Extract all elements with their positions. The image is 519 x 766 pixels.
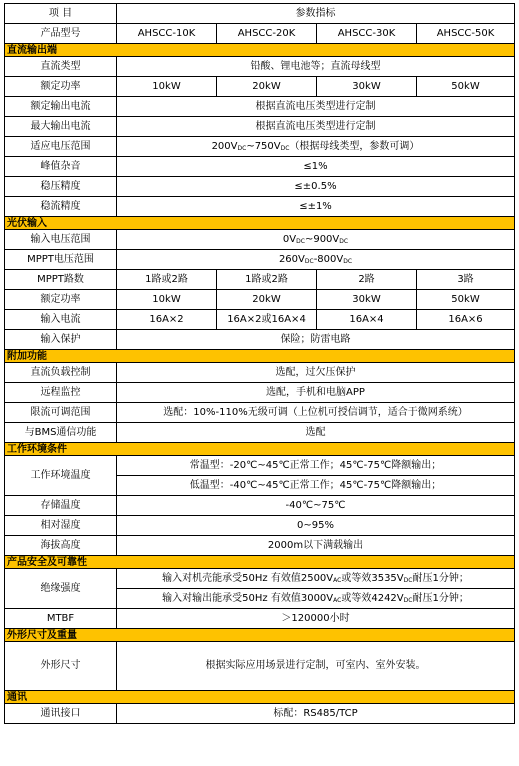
row-value: $0V_{DC}\sim 900V_{DC}$	[117, 230, 515, 250]
row-label: 输入电压范围	[5, 230, 117, 250]
model-cell: AHSCC-20K	[217, 24, 317, 44]
table-row	[5, 310, 515, 330]
table-row	[5, 230, 515, 250]
row-value: ≤±1%	[117, 197, 515, 217]
row-value: 输入对输出能承受50Hz 有效值$3000V_{AC}$或等效$4242V_{DC}$耐压1分钟；	[117, 589, 515, 609]
row-value: 50kW	[417, 290, 515, 310]
row-value: 10kW	[117, 77, 217, 97]
table-row	[5, 57, 515, 77]
row-value: 铅酸、锂电池等；直流母线型	[117, 57, 515, 77]
row-value: 标配：RS485/TCP	[117, 704, 515, 724]
row-value: 16A×2	[117, 310, 217, 330]
section-title: 光伏输入	[5, 217, 515, 230]
row-label: MPPT路数	[5, 270, 117, 290]
row-value: 根据实际应用场景进行定制，可室内、室外安装。	[117, 642, 515, 691]
row-value: 1路或2路	[217, 270, 317, 290]
row-label: 相对湿度	[5, 516, 117, 536]
table-row	[5, 270, 515, 290]
model-cell: AHSCC-50K	[417, 24, 515, 44]
row-value: 1路或2路	[117, 270, 217, 290]
table-row	[5, 197, 515, 217]
row-label: 通讯接口	[5, 704, 117, 724]
row-label: MPPT电压范围	[5, 250, 117, 270]
row-label: 输入电流	[5, 310, 117, 330]
table-row	[5, 250, 515, 270]
row-label: 最大输出电流	[5, 117, 117, 137]
row-label: 存储温度	[5, 496, 117, 516]
row-value: 50kW	[417, 77, 515, 97]
table-row	[5, 177, 515, 197]
row-label: 额定输出电流	[5, 97, 117, 117]
row-value: 2000m以下满载输出	[117, 536, 515, 556]
table-row	[5, 569, 515, 589]
section-header	[5, 44, 515, 57]
row-value: $200V_{DC}\sim 750V_{DC}$（根据母线类型，参数可调）	[117, 137, 515, 157]
section-header	[5, 556, 515, 569]
row-label: 额定功率	[5, 290, 117, 310]
section-header	[5, 217, 515, 230]
table-row	[5, 496, 515, 516]
header-item-cell: 项 目	[5, 4, 117, 24]
row-label: 绝缘强度	[5, 569, 117, 609]
row-value: 30kW	[317, 77, 417, 97]
row-value: ＞120000小时	[117, 609, 515, 629]
header-row	[5, 4, 515, 24]
table-row	[5, 609, 515, 629]
model-row	[5, 24, 515, 44]
table-row	[5, 456, 515, 476]
table-row	[5, 403, 515, 423]
table-row	[5, 117, 515, 137]
section-title: 外形尺寸及重量	[5, 629, 515, 642]
row-value: 30kW	[317, 290, 417, 310]
row-label: 稳压精度	[5, 177, 117, 197]
row-value: 选配，过欠压保护	[117, 363, 515, 383]
row-value: -40℃~75℃	[117, 496, 515, 516]
row-label: 海拔高度	[5, 536, 117, 556]
row-value: ≤±0.5%	[117, 177, 515, 197]
section-header	[5, 443, 515, 456]
row-value: 16A×2或16A×4	[217, 310, 317, 330]
row-label: 直流负载控制	[5, 363, 117, 383]
row-label: 适应电压范围	[5, 137, 117, 157]
row-value: 3路	[417, 270, 515, 290]
row-value: 常温型：-20℃~45℃正常工作；45℃-75℃降额输出；	[117, 456, 515, 476]
row-value: 10kW	[117, 290, 217, 310]
row-label: 远程监控	[5, 383, 117, 403]
header-params-cell: 参数指标	[117, 4, 515, 24]
table-row	[5, 330, 515, 350]
row-value: 20kW	[217, 290, 317, 310]
table-row	[5, 383, 515, 403]
row-value: $260V_{DC}-800V_{DC}$	[117, 250, 515, 270]
section-header	[5, 629, 515, 642]
row-label: 直流类型	[5, 57, 117, 77]
section-title: 附加功能	[5, 350, 515, 363]
section-title: 通讯	[5, 691, 515, 704]
row-value: 选配	[117, 423, 515, 443]
spec-table	[4, 3, 515, 724]
table-row	[5, 642, 515, 691]
row-value: 16A×4	[317, 310, 417, 330]
section-title: 直流输出端	[5, 44, 515, 57]
row-label: 限流可调范围	[5, 403, 117, 423]
row-value: 选配：10%-110%无级可调（上位机可授信调节，适合于微网系统）	[117, 403, 515, 423]
row-value: 根据直流电压类型进行定制	[117, 117, 515, 137]
row-label: 外形尺寸	[5, 642, 117, 691]
row-value: 保险；防雷电路	[117, 330, 515, 350]
row-label: MTBF	[5, 609, 117, 629]
row-value: 根据直流电压类型进行定制	[117, 97, 515, 117]
table-row	[5, 536, 515, 556]
section-title: 产品安全及可靠性	[5, 556, 515, 569]
section-header	[5, 350, 515, 363]
section-header	[5, 691, 515, 704]
table-row	[5, 157, 515, 177]
row-label: 额定功率	[5, 77, 117, 97]
section-title: 工作环境条件	[5, 443, 515, 456]
row-value: 输入对机壳能承受50Hz 有效值$2500V_{AC}$或等效$3535V_{DC}$耐压1分钟；	[117, 569, 515, 589]
row-label: 工作环境温度	[5, 456, 117, 496]
table-row	[5, 516, 515, 536]
row-label: 稳流精度	[5, 197, 117, 217]
row-value: 2路	[317, 270, 417, 290]
row-value: 低温型：-40℃~45℃正常工作；45℃-75℃降额输出；	[117, 476, 515, 496]
table-row	[5, 77, 515, 97]
row-value: ≤1%	[117, 157, 515, 177]
model-cell: AHSCC-10K	[117, 24, 217, 44]
table-row	[5, 137, 515, 157]
table-row	[5, 97, 515, 117]
row-label: 峰值杂音	[5, 157, 117, 177]
model-label-cell: 产品型号	[5, 24, 117, 44]
row-value: 选配，手机和电脑APP	[117, 383, 515, 403]
table-row	[5, 363, 515, 383]
table-row	[5, 423, 515, 443]
row-label: 与BMS通信功能	[5, 423, 117, 443]
row-value: 16A×6	[417, 310, 515, 330]
row-value: 0~95%	[117, 516, 515, 536]
row-value: 20kW	[217, 77, 317, 97]
model-cell: AHSCC-30K	[317, 24, 417, 44]
table-row	[5, 290, 515, 310]
table-row	[5, 704, 515, 724]
row-label: 输入保护	[5, 330, 117, 350]
